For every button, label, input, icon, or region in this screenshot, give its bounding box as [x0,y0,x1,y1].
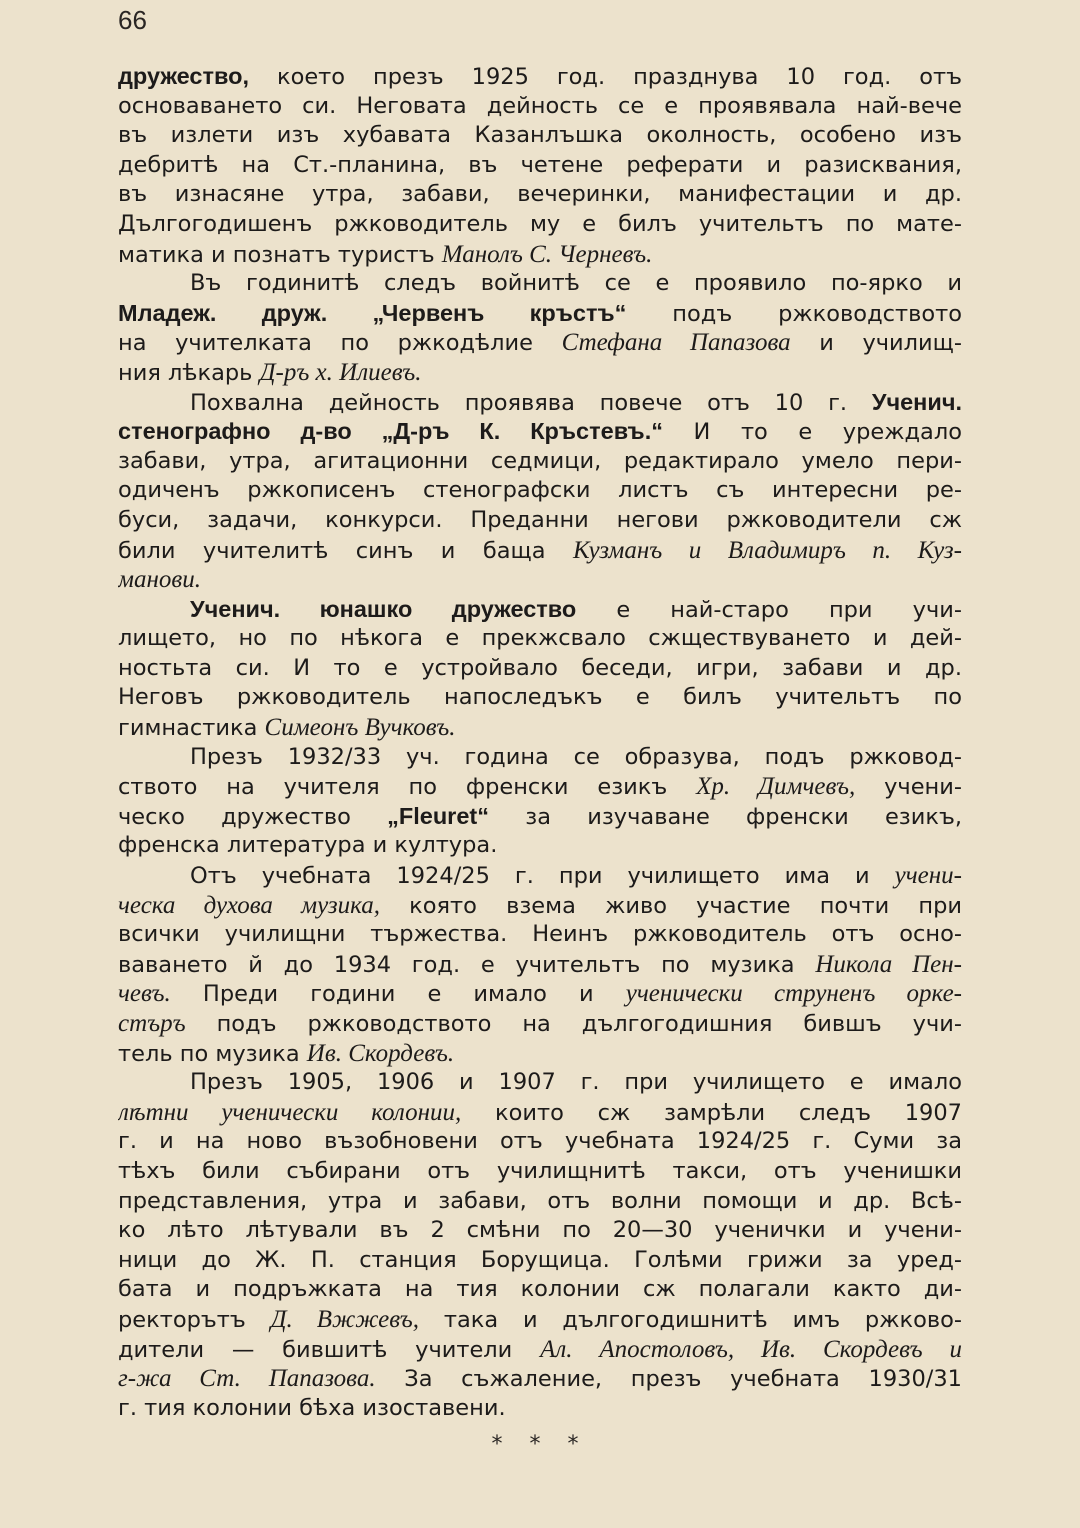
text-line [118,447,962,477]
bold-text: дружество, [118,63,250,89]
italic-text: Кузманъ и Владимиръ п. Куз- [572,536,962,564]
text-run: ректорътъ [118,1306,271,1333]
text-run: подъ ржководството [626,300,962,327]
text-run: учени- [855,774,962,801]
body-text [118,62,962,1423]
text-line [118,121,962,151]
text-run: която взема живо участие почти при [379,892,962,919]
text-line [118,1127,962,1157]
text-run: ваването й до 1934 год. е учительтъ по музика [118,951,816,978]
text-line [118,713,962,743]
bold-text: Младеж. друж. „Червенъ кръстъ“ [118,299,627,326]
text-line [118,1246,962,1276]
text-run: тѣхъ били събирани отъ училищнитѣ такси, отъ ученишки [118,1157,962,1184]
text-run: забави, утра, агитационни седмици, редактирало умело пери- [118,447,962,474]
text-line [118,299,962,329]
text-run: което презъ 1925 год. празднува 10 год. отъ [249,64,962,90]
italic-text: учени- [894,862,962,890]
text-run: лището, но по нѣкога е прекжсвало сжществуването и дей- [118,625,962,652]
text-run: Дългогодишенъ ржководитель му е билъ учительтъ по мате- [118,210,962,237]
text-run: всички училищни тържества. Неинъ ржководитель отъ осно- [118,921,962,948]
text-line [118,1039,962,1069]
text-line [118,654,962,684]
text-run: ческо дружество [118,803,388,830]
text-line [118,269,962,299]
text-line [118,1068,962,1098]
text-run: Презъ 1932/33 уч. година се образува, подъ ржковод- [190,743,962,770]
text-run: подъ ржководството на дългогодишния бившъ учи- [185,1011,962,1037]
text-line [118,1394,962,1424]
italic-text: ческа духова музика, [118,891,380,919]
italic-text: Д-ръ х. Илиевъ. [259,358,422,386]
text-run: ството на учителя по френски езикъ [118,774,697,801]
text-line [118,151,962,181]
text-run: дители — бившитѣ учители [118,1336,541,1363]
italic-text: стъръ [118,1010,186,1037]
bold-text: стенографно д-во „Д-ръ К. Кръстевъ.“ [118,418,663,445]
text-run: така и дългогодишнитѣ имъ ржково- [419,1306,962,1333]
text-run: и училищ- [790,330,962,357]
text-line [118,1364,962,1394]
text-line [118,1098,962,1128]
text-line [118,1335,962,1365]
italic-text: Никола Пен- [815,950,962,978]
text-run: И то е уреждало [662,419,962,446]
text-run: Презъ 1905, 1906 и 1907 г. при училището е имало [190,1069,962,1096]
italic-text: Стефана Папазова [561,329,791,357]
bold-text: Ученич. [871,388,962,415]
text-run: представления, утра и забави, отъ волни помощи и др. Всѣ- [118,1187,962,1214]
text-line [118,1275,962,1305]
text-run: Неговъ ржководитель напоследъкъ е билъ учительтъ по [118,684,962,711]
text-line [118,772,962,802]
italic-text: Манолъ С. Черневъ. [441,240,653,268]
text-line [118,920,962,950]
italic-text: Ив. Скордевъ. [306,1039,455,1067]
text-line [118,683,962,713]
text-run: ници до Ж. П. станция Борущица. Голѣми грижи за уред- [118,1246,962,1273]
italic-text: Ал. Апостоловъ, Ив. Скордевъ и [540,1335,962,1363]
italic-text: ученически струненъ орке- [625,980,962,1008]
text-line [118,861,962,891]
text-run: Преди години е имало и [170,981,626,1008]
text-line [118,1187,962,1217]
text-line [118,891,962,921]
italic-text: манови. [118,566,201,594]
text-line [118,950,962,980]
text-run: основаването си. Неговата дейность се е проявявала най-вече [118,92,962,119]
text-line [118,624,962,654]
text-line [118,743,962,773]
text-line [118,802,962,832]
text-line [118,979,962,1009]
text-run: Отъ учебната 1924/25 г. при училището има и [190,863,895,890]
italic-text: г-жа Ст. Папазова. [118,1365,376,1393]
text-run: ностьта си. И то е устройвало беседи, игри, забави и др. [118,654,962,681]
text-line [118,1009,962,1039]
text-run: въ изнасяне утра, забави, вечеринки, манифестации и др. [118,181,962,208]
text-run: тель по музика [118,1040,307,1067]
text-run: бата и подръжката на тия колонии сж полагали както ди- [118,1276,962,1303]
section-separator: * * * [491,1432,589,1457]
text-line [118,328,962,358]
bold-text: Ученич. юнашко дружество [190,595,577,622]
text-run: дебритѣ на Ст.-планина, въ четене реферати и разисквания, [118,151,962,178]
text-line [118,1216,962,1246]
text-run: въ излети изъ хубавата Казанлъшка околность, особено изъ [118,122,962,149]
text-run: Похвална дейность проявява повече отъ 10 г. [190,389,872,416]
italic-text: Хр. Димчевъ, [696,773,856,801]
text-run: за изучаване френски езикъ, [488,803,962,830]
text-line [118,210,962,240]
text-line [118,595,962,625]
page-number: 66 [118,5,147,35]
text-run: на учителката по ржкодѣлие [118,330,562,357]
text-run: е най-старо при учи- [576,596,962,623]
text-line [118,831,962,861]
text-run: които сж замрѣли следъ 1907 [461,1099,962,1126]
text-line [118,536,962,566]
text-line [118,1305,962,1335]
text-line [118,506,962,536]
text-run: френска литература и култура. [118,832,498,859]
bold-text: „Fleuret“ [387,802,489,829]
text-line [118,476,962,506]
text-run: одиченъ ржкописенъ стенографски листъ съ интересни ре- [118,477,962,504]
text-run: били учителитѣ синъ и баща [118,537,573,564]
text-line [118,1157,962,1187]
text-run: г. тия колонии бѣха изоставени. [118,1394,506,1421]
text-run: ко лѣто лѣтували въ 2 смѣни по 20—30 ученички и учени- [118,1217,962,1244]
text-line [118,358,962,388]
text-run: буси, задачи, конкурси. Преданни негови ржководители сж [118,506,962,533]
text-line [118,240,962,270]
text-line [118,388,962,418]
text-line [118,565,962,595]
text-run: матика и познатъ туристъ [118,241,442,268]
italic-text: лѣтни ученически колонии, [118,1098,462,1126]
text-run: гимнастика [118,715,265,742]
text-run: За съжаление, презъ учебната 1930/31 [375,1366,962,1393]
text-line [118,417,962,447]
text-run: ния лѣкарь [118,359,260,386]
text-line [118,180,962,210]
text-line [118,62,962,92]
italic-text: Симеонъ Вучковъ. [264,714,456,742]
text-run: Въ годинитѣ следъ войнитѣ се е проявило по-ярко и [190,270,962,297]
italic-text: Д. Вжжевъ, [270,1305,420,1333]
italic-text: чевъ. [118,980,171,1008]
text-line [118,92,962,122]
text-run: г. и на ново възобновени отъ учебната 1924/25 г. Суми за [118,1128,962,1155]
